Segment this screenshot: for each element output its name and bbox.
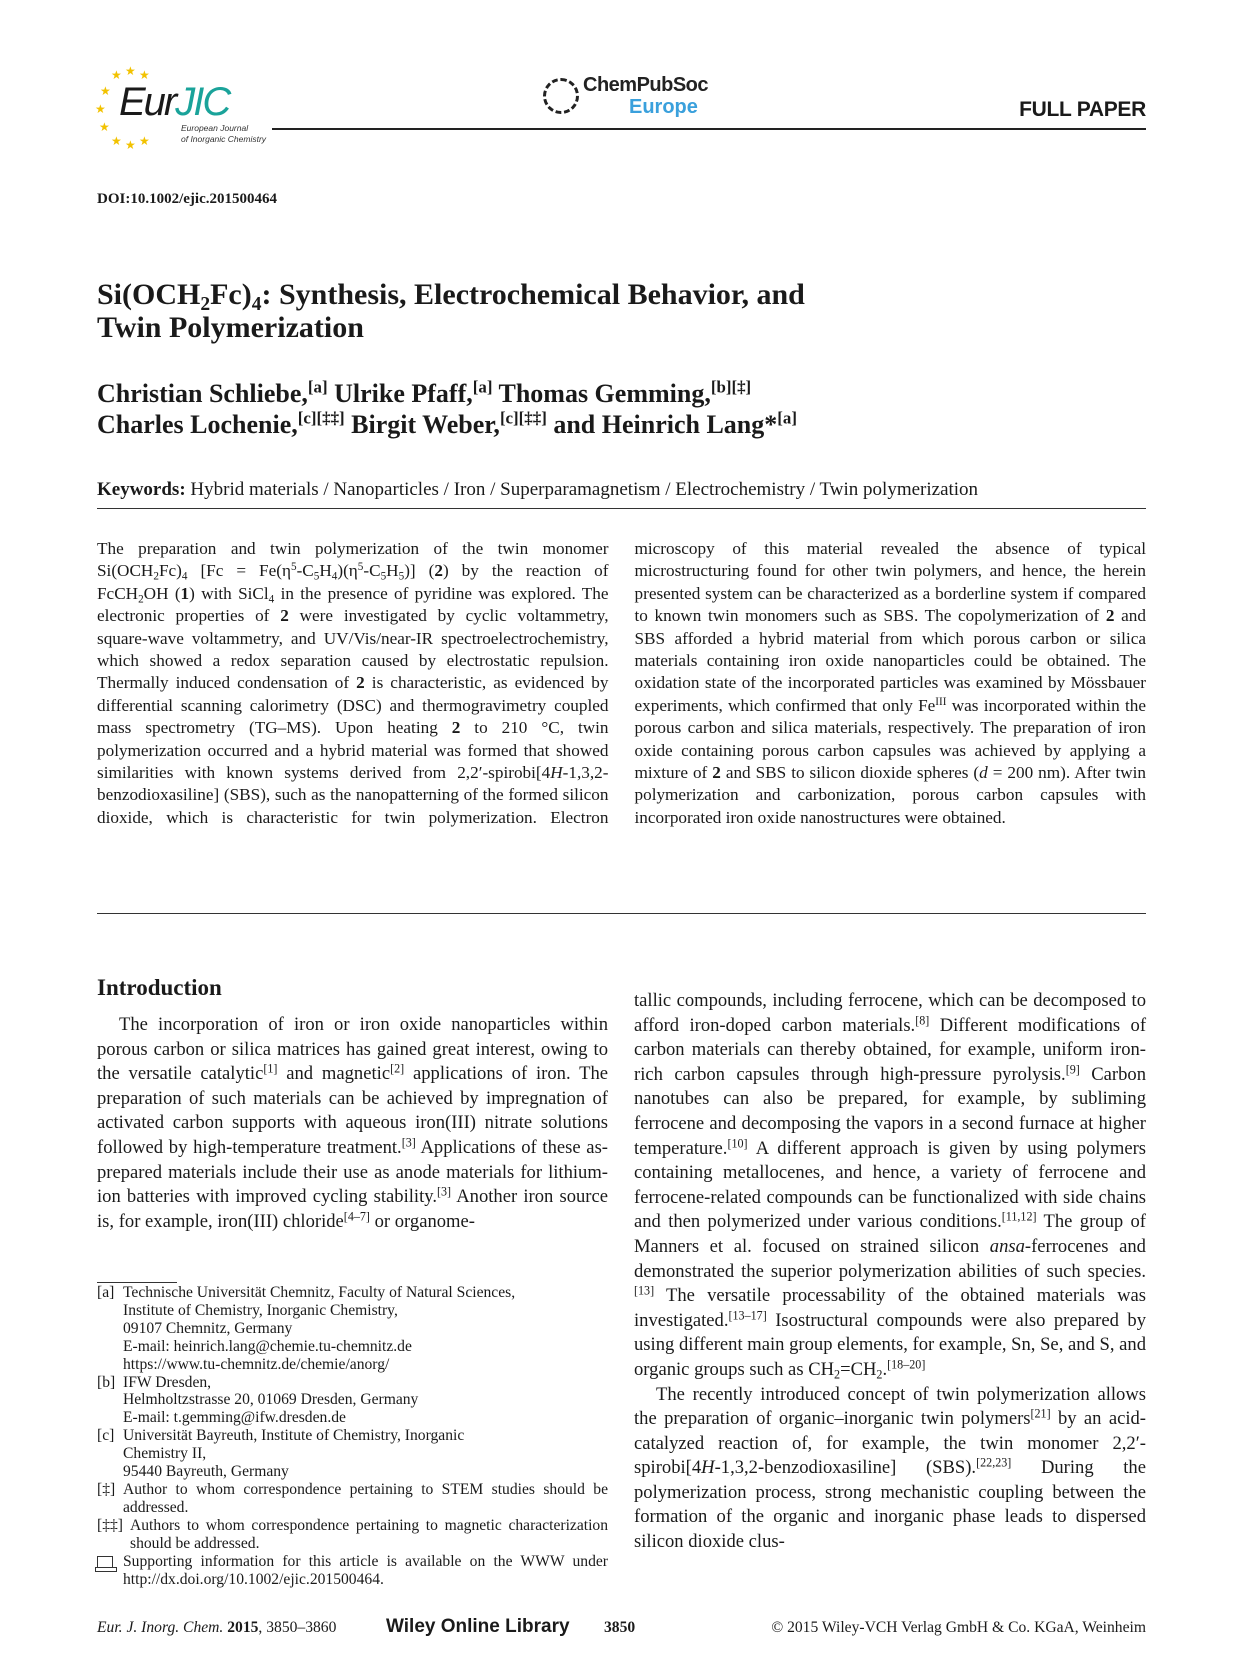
footnote-text: Universität Bayreuth, Institute of Chemistry, Inorganic Chemistry II, 95440 Bayreuth, Germany: [123, 1427, 465, 1481]
star-icon: ★: [125, 64, 136, 78]
footnote-divider: [97, 1282, 177, 1283]
footnote-item: [97, 1481, 608, 1517]
paper-title: $Si(OCH_2Fc)_4$: Synthesis, Electrochemical Behavior, and Twin Polymerization: [97, 278, 805, 344]
footnote-item: [97, 1517, 608, 1553]
star-icon: ★: [139, 68, 150, 82]
society-region: Europe: [629, 96, 698, 118]
star-icon: ★: [139, 134, 150, 148]
affiliations: [97, 1284, 608, 1588]
star-icon: ★: [125, 138, 136, 152]
footnote-label: [‡‡]: [97, 1516, 123, 1534]
star-icon: ★: [99, 120, 110, 134]
footnote-text: Author to whom correspondence pertaining to STEM studies should be addressed.: [123, 1480, 608, 1516]
divider: [97, 508, 1146, 509]
footnote-label: [‡]: [97, 1480, 116, 1498]
divider: [97, 913, 1146, 914]
society-name: ChemPubSoc: [583, 74, 709, 96]
intro-paragraph: tallic compounds, including ferrocene, which can be decomposed to afford iron-doped carbon materials.[8] Different modifications of carbon materials can thereby obtained, for example, uniform iron-rich carbon capsules through high-pressure pyrolysis.[9] Carbon nanotubes can also be prepared, for example, by subliming ferrocene and decomposing the vapors in a second furnace at higher temperature.[10] A different approach is given by using polymers containing metallocenes, and hence, a variety of ferrocene and ferrocene-related compounds can be functionalized with side chains and then polymerized under various conditions.[11,12] The group of Manners et al. focused on strained silicon ansa-ferrocenes and demonstrated the superior polymerization abilities of such species.[13] The versatile processability of the obtained materials was investigated.[13–17] Isostructural compounds were also prepared by using different main group elements, for example, Sn, Se, and S, and organic groups such as $CH_2=CH_2.[18-20]$: [634, 990, 1147, 1382]
abstract: The preparation and twin polymerization of the twin monomer $Si(OCH_2Fc)_4$ $[Fc = Fe(\eta^5-C_5H_4)(\eta^5-C_5H_5)]$ (2) by the reaction of FcCH$_2$OH (1) with SiCl$_4$ in the presence of pyridine was explored. The electronic properties of 2 were investigated by cyclic voltammetry, square-wave voltammetry, and UV/Vis/near-IR spectroelectrochemistry, which showed a redox separation caused by electrostatic repulsion. Thermally induced condensation of 2 is characteristic, as evidenced by differential scanning calorimetry (DSC) and thermogravimetry coupled mass spectrometry (TG–MS). Upon heating 2 to 210 °C, twin polymerization occurred and a hybrid material was formed that showed similarities with known systems derived from 2,2′-spirobi[4H-1,3,2-benzodioxasiline] (SBS), such as the nanopatterning of the formed silicon dioxide, which is characteristic for twin polymerization. Electron microscopy of this material revealed the absence of typical microstructuring found for other twin polymers, and hence, the herein presented system can be characterized as a borderline system if compared to known twin monomers such as SBS. The copolymerization of 2 and SBS afforded a hybrid material from which porous carbon or silica materials containing iron oxide nanoparticles could be obtained. The oxidation state of the incorporated particles was examined by Mössbauer experiments, which confirmed that only $Fe^{III}$ was incorporated within the porous carbon and silica materials, respectively. The preparation of iron oxide containing porous carbon capsules was achieved by applying a mixture of 2 and SBS to silicon dioxide spheres (d = 200 nm). After twin polymerization and carbonization, porous carbon capsules with incorporated iron oxide nanostructures were obtained.: [97, 539, 1146, 827]
intro-column-right: [634, 989, 1146, 1555]
footnote-item: [97, 1284, 608, 1374]
supporting-info-note: [97, 1553, 608, 1589]
section-label: FULL PAPER: [1019, 98, 1146, 121]
page-number: 3850: [604, 1619, 636, 1636]
footnote-item: [97, 1374, 608, 1428]
journal-logo-text: EurJIC: [119, 80, 230, 124]
footnote-item: [97, 1427, 608, 1481]
computer-icon: [97, 1556, 113, 1568]
footnote-text: Technische Universität Chemnitz, Faculty of Natural Sciences, Institute of Chemistry, Inorganic Chemistry, 09107 Chemnitz, Germany E-mail: heinrich.lang@chemie.tu-chemnitz.de https://www.tu-chemnitz.de/chemie/anorg/: [123, 1284, 516, 1373]
chempubsoc-logo: [543, 74, 733, 124]
intro-paragraph: The incorporation of iron or iron oxide nanoparticles within porous carbon or silica matrices has gained great interest, owing to the versatile catalytic[1] and magnetic[2] applications of iron. The preparation of such materials can be achieved by impregnation of activated carbon supports with aqueous iron(III) nitrate solutions followed by high-temperature treatment.[3] Applications of these as-prepared materials include their use as anode materials for lithium-ion batteries with improved cycling stability.[3] Another iron source is, for example, iron(III) chloride[4–7] or organome-: [97, 1014, 608, 1232]
section-heading-introduction: Introduction: [97, 975, 222, 1000]
star-icon: ★: [95, 102, 106, 116]
copyright: © 2015 Wiley-VCH Verlag GmbH & Co. KGaA, Weinheim: [771, 1619, 1146, 1636]
journal-logo-subtitle: European Journal of Inorganic Chemistry: [181, 123, 267, 144]
star-icon: ★: [111, 134, 122, 148]
footnote-label: [b]: [97, 1373, 116, 1391]
intro-paragraph: The recently introduced concept of twin polymerization allows the preparation of organic–inorganic twin polymers[21] by an acid-catalyzed reaction of, for example, the twin monomer 2,2′-spirobi[4H-1,3,2-benzodioxasiline] (SBS).[22,23] During the polymerization process, strong mechanistic coupling between the formation of the organic and inorganic phase leads to dispersed silicon dioxide clus-: [634, 1383, 1146, 1553]
author-list: Christian Schliebe,[a] Ulrike Pfaff,[a] Thomas Gemming,[b][‡] Charles Lochenie,[c][‡‡] Birgit Weber,[c][‡‡] and Heinrich Lang*[a]: [97, 377, 797, 439]
chempubsoc-emblem-icon: [543, 78, 579, 114]
footnote-label: [a]: [97, 1284, 115, 1301]
header-divider: [272, 128, 1146, 130]
wiley-online-library: Wiley Online Library: [386, 1616, 570, 1637]
star-icon: ★: [100, 84, 111, 98]
keywords: Keywords: Hybrid materials / Nanoparticles / Iron / Superparamagnetism / Electrochemistry / Twin polymerization: [97, 479, 979, 500]
footnote-text: Authors to whom correspondence pertaining to magnetic characterization should be addressed.: [130, 1516, 608, 1552]
footnote-label: [c]: [97, 1427, 115, 1445]
star-icon: ★: [111, 68, 122, 82]
supporting-info-text[interactable]: Supporting information for this article is available on the WWW under http://dx.doi.org/10.1002/ejic.201500464.: [123, 1552, 608, 1588]
footnote-text: IFW Dresden, Helmholtzstrasse 20, 01069 Dresden, Germany E-mail: t.gemming@ifw.dresden.de: [123, 1373, 419, 1427]
doi[interactable]: DOI:10.1002/ejic.201500464: [97, 191, 277, 207]
eurjic-logo: [95, 64, 277, 152]
journal-citation: Eur. J. Inorg. Chem. 2015, 3850–3860: [97, 1619, 337, 1636]
